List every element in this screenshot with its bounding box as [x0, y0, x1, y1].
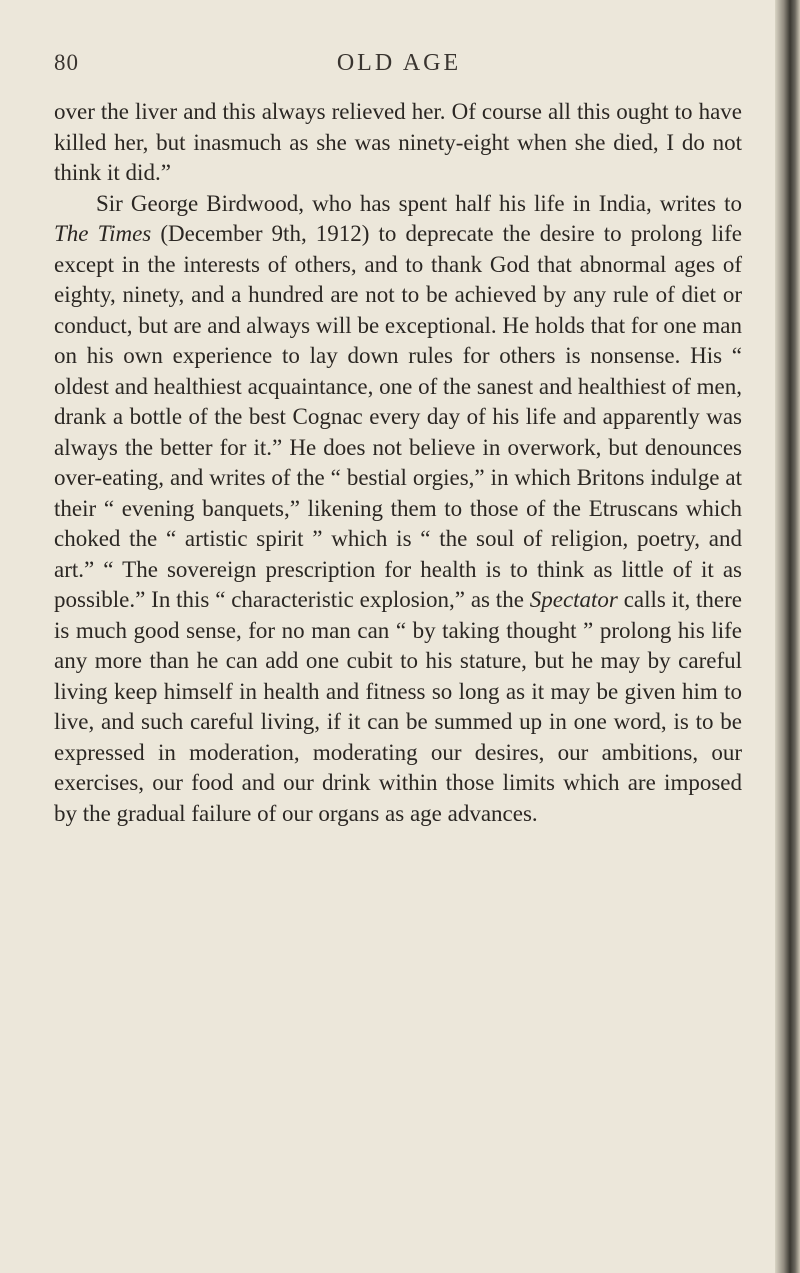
italic-title: Spectator	[529, 587, 618, 612]
text-run: (December 9th, 1912) to deprecate the desire to prolong life except in the interests of others, and to thank God that abnormal ages of eighty, ninety, and a hundred are not to be achieved by any rule of diet or conduct, but are and always will be exceptional. He holds that for one man on his own experience to lay down rules for others is nonsense. His “ oldest and healthiest acquaintance, one of the sanest and healthiest of men, drank a bottle of the best Cognac every day of his life and apparently was always the better for it.” He does not believe in overwork, but denounces over-eating, and writes of the “ bestial orgies,” in which Britons indulge at their “ evening banquets,” likening them to those of the Etruscans which choked the “ artistic spirit ” which is “ the soul of religion, poetry, and art.” “ The sovereign prescription for health is to think as little of it as possible.” In this “ characteristic explosion,” as the	[54, 221, 742, 612]
page-number: 80	[54, 50, 79, 75]
running-head: OLD AGE	[336, 50, 462, 76]
text-run: over the liver and this always relieved her. Of course all this ought to have killed her, but inasmuch as she was ninety-eight when she died, I do not think it did.”	[54, 99, 742, 185]
body-text	[54, 97, 742, 829]
italic-title: The Times	[54, 221, 152, 246]
book-binding-edge	[775, 0, 800, 1273]
text-run: Sir George Birdwood, who has spent half his life in India, writes to	[96, 190, 742, 216]
paragraph	[54, 189, 742, 830]
paragraph	[54, 97, 742, 189]
text-run: calls it, there is much good sense, for no man can “ by taking thought ” prolong his life any more than he can add one cubit to his stature, but he may by careful living keep himself in health and fitness so long as it may be given him to live, and such careful living, if it can be summed up in one word, is to be expressed in moderation, moderating our desires, our ambitions, our exercises, our food and our drink within those limits which are imposed by the gradual failure of our organs as age advances.	[54, 587, 742, 826]
page-header	[54, 50, 744, 84]
